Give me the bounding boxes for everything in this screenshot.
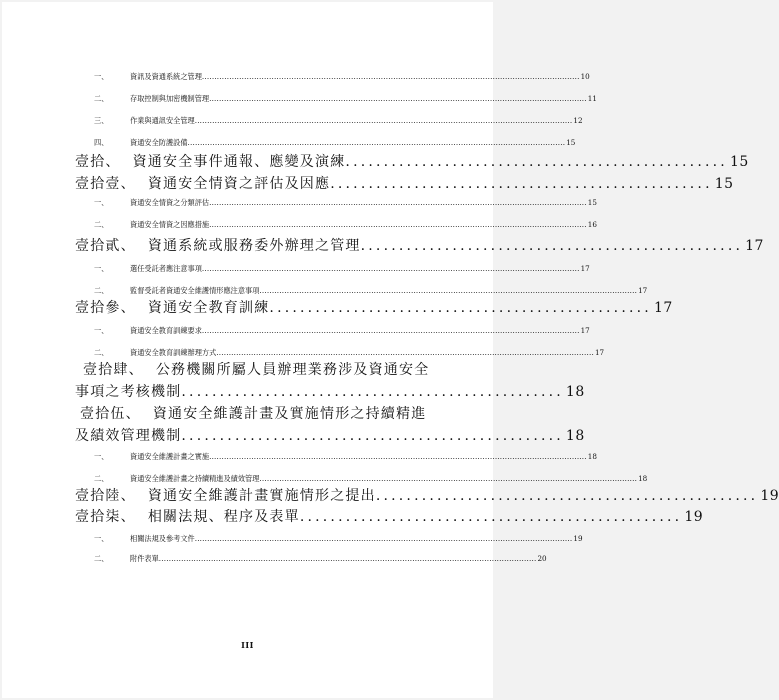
toc-chapter-title: 資通安全情資之評估及因應 [147,176,331,192]
toc-chapter[interactable] [75,485,779,505]
toc-chapter-title: 資通安全維護計畫實施情形之提出 [147,488,376,504]
dot-leader: .................................................. [181,428,564,444]
toc-entry-title: 資通安全情資之因應措施 [130,220,210,229]
toc-entry-page: 18 [638,474,648,483]
dot-leader: .................................................. [345,154,728,170]
toc-entry-title: 附件表單 [130,554,159,563]
toc-entry[interactable] [94,452,597,462]
toc-chapter-title: 資通安全事件通報、應變及演練 [132,154,346,170]
toc-entry-title: 存取控制與加密機制管理 [130,94,210,103]
toc-entry-page: 15 [587,198,597,207]
toc-chapter[interactable] [75,235,764,255]
toc-entry-number: 一、 [94,198,109,207]
dot-leader: ........................................................................................................................................................ [209,94,587,103]
toc-entry-title: 資通安全教育訓練辦理方式 [130,348,217,357]
toc-chapter-number: 壹拾貳、 [75,238,136,254]
toc-chapter-number: 壹拾、 [75,154,121,170]
toc-chapter[interactable] [75,297,673,317]
toc-entry[interactable] [94,116,583,126]
toc-chapter-title: 資通安全教育訓練 [147,300,270,316]
toc-chapter-wrapped[interactable] [75,403,585,447]
toc-entry-number: 二、 [94,94,109,103]
dot-leader: ........................................................................................................................................................ [201,264,580,273]
dot-leader: ........................................................................................................................................................ [209,198,587,207]
dot-leader: .................................................. [360,238,744,254]
toc-entry-page: 19 [573,534,583,543]
toc-entry-number: 二、 [94,348,109,357]
toc-entry[interactable] [94,264,590,274]
toc-chapter-page: 18 [565,384,585,400]
page-number-footer: III [241,640,254,650]
toc-entry-page: 11 [587,94,597,103]
toc-entry-number: 一、 [94,534,109,543]
toc-chapter-number: 壹拾肆、 [83,362,144,378]
toc-entry-title: 監督受託者資通安全維護情形應注意事項 [130,286,260,295]
toc-chapter-number: 壹拾伍、 [80,406,141,422]
toc-chapter-title-line1: 公務機關所屬人員辦理業務涉及資通安全 [155,362,430,378]
toc-entry-title: 資通安全防護設備 [130,138,188,147]
document-page [2,2,779,698]
toc-chapter-number: 壹拾壹、 [75,176,136,192]
toc-chapter-page: 19 [684,509,704,525]
toc-entry-page: 12 [573,116,583,125]
toc-entry-page: 17 [580,264,590,273]
dot-leader: ........................................................................................................................................................ [209,220,587,229]
toc-entry-number: 四、 [94,138,109,147]
toc-entry[interactable] [94,220,597,230]
toc-entry[interactable] [94,198,597,208]
toc-chapter-number: 壹拾陸、 [75,488,136,504]
dot-leader: ........................................................................................................................................................ [259,474,638,483]
dot-leader: .................................................. [181,384,564,400]
toc-entry-title: 選任受託者應注意事項 [130,264,202,273]
toc-entry-title: 資通安全維護計畫之實施 [130,452,210,461]
toc-entry-page: 15 [566,138,576,147]
dot-leader: ........................................................................................................................................................ [209,452,587,461]
toc-entry-title: 資通安全維護計畫之持續精進及績效管理 [130,474,260,483]
toc-entry[interactable] [94,534,583,544]
dot-leader: .................................................. [375,488,759,504]
toc-entry[interactable] [94,286,648,296]
dot-leader: ........................................................................................................................................................ [187,138,566,147]
toc-chapter-number: 壹拾柒、 [75,509,136,525]
toc-entry[interactable] [94,326,590,336]
dot-leader: ........................................................................................................................................................ [194,534,573,543]
toc-entry-title: 作業與通訊安全管理 [130,116,195,125]
toc-chapter[interactable] [75,173,734,193]
toc-entry[interactable] [94,554,547,564]
dot-leader: ........................................................................................................................................................ [259,286,638,295]
toc-entry-page: 16 [587,220,597,229]
toc-chapter-page: 17 [653,300,673,316]
toc-entry-title: 資訊及資通系統之管理 [130,72,202,81]
toc-entry-number: 一、 [94,72,109,81]
toc-entry-page: 18 [587,452,597,461]
toc-entry[interactable] [94,138,576,148]
toc-entry[interactable] [94,348,605,358]
toc-entry-number: 三、 [94,116,109,125]
toc-entry-title: 資通安全教育訓練要求 [130,326,202,335]
toc-entry-number: 二、 [94,554,109,563]
toc-entry-number: 一、 [94,452,109,461]
dot-leader: ........................................................................................................................................................ [216,348,594,357]
toc-entry-title: 資通安全情資之分類評估 [130,198,210,207]
dot-leader: .................................................. [330,176,713,192]
toc-entry-page: 17 [594,348,605,357]
toc-chapter-title-line1: 資通安全維護計畫及實施情形之持續精進 [152,406,427,422]
toc-entry-number: 二、 [94,286,109,295]
toc-entry-page: 17 [580,326,590,335]
toc-entry-number: 二、 [94,474,109,483]
dot-leader: ........................................................................................................................................................ [158,554,537,563]
toc-chapter-page: 19 [760,488,779,504]
toc-entry-number: 一、 [94,264,109,273]
toc-entry-page: 17 [638,286,648,295]
toc-entry-number: 一、 [94,326,109,335]
dot-leader: .................................................. [269,300,652,316]
toc-chapter-page: 17 [745,238,764,254]
toc-entry-page: 10 [580,72,590,81]
toc-chapter-wrapped[interactable] [75,359,585,403]
toc-chapter-title: 資通系統或服務委外辦理之管理 [147,238,361,254]
toc-chapter-title-line2: 事項之考核機制 [75,384,182,400]
toc-chapter[interactable] [75,506,704,526]
table-of-contents [2,2,779,698]
toc-entry[interactable] [94,72,590,82]
toc-chapter-title: 相關法規、程序及表單 [147,509,300,525]
toc-chapter-title-line2: 及績效管理機制 [75,428,182,444]
toc-entry-page: 20 [537,554,547,563]
toc-entry[interactable] [94,474,648,484]
toc-entry-number: 二、 [94,220,109,229]
toc-chapter-number: 壹拾參、 [75,300,136,316]
dot-leader: .................................................. [299,509,683,525]
toc-chapter-page: 15 [729,154,749,170]
toc-entry-title: 相關法規及參考文件 [130,534,195,543]
dot-leader: ........................................................................................................................................................ [201,72,580,81]
dot-leader: ........................................................................................................................................................ [194,116,573,125]
dot-leader: ........................................................................................................................................................ [201,326,580,335]
toc-chapter-page: 15 [714,176,734,192]
toc-entry[interactable] [94,94,597,104]
toc-chapter[interactable] [75,151,749,171]
toc-chapter-page: 18 [565,428,585,444]
